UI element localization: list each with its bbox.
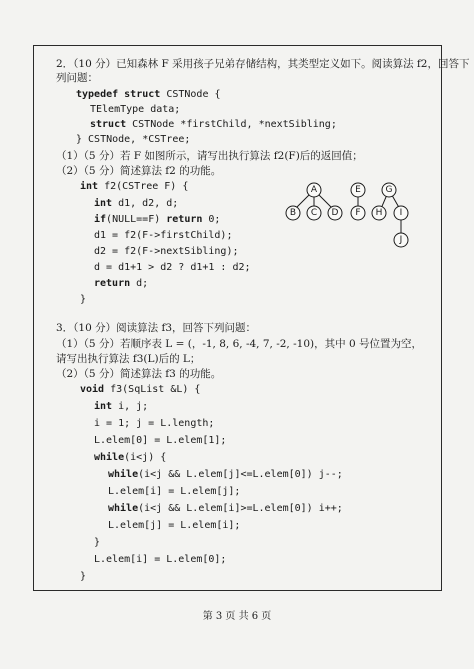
f3-line7: L.elem[i] = L.elem[j]; <box>108 486 241 497</box>
f3-line3: i = 1; j = L.length; <box>94 418 215 429</box>
q3-sub1-line2: 请写出执行算法 f3(L)后的 L； <box>56 353 201 365</box>
q2-field2-line <box>90 118 337 131</box>
code-keyword: struct <box>90 119 127 130</box>
code-text: (i<j && L.elem[i]>=L.elem[0]) i++; <box>138 503 343 514</box>
q3-sub2: （2）（5 分）简述算法 f3 的功能。 <box>56 368 222 380</box>
page-footer: 第 3 页 共 6 页 <box>202 611 272 622</box>
tree-node-a <box>307 183 321 197</box>
code-text: f2(CSTree F) { <box>98 181 189 192</box>
svg-text:J: J <box>399 235 403 245</box>
svg-text:I: I <box>399 208 403 218</box>
tree-node-c <box>307 206 321 220</box>
tree-node-d <box>328 206 342 220</box>
svg-text:G: G <box>385 185 393 195</box>
q3-sub1-line1 <box>56 338 422 351</box>
q2-sub1: （1）（5 分）若 F 如图所示，请写出执行算法 f2(F)后的返回值； <box>56 150 363 162</box>
code-keyword: if <box>94 214 107 225</box>
tree-node-i <box>394 206 408 220</box>
f3-line8 <box>108 502 343 515</box>
code-text: i, j; <box>112 401 149 412</box>
f2-line6: d = d1+1 > d2 ? d1+1 : d2; <box>94 262 251 273</box>
f3-line1 <box>80 383 200 396</box>
f2-line3 <box>94 213 220 226</box>
forest-diagram <box>278 180 428 252</box>
code-text: (i<j && L.elem[j]<=L.elem[0]) j--; <box>138 469 343 480</box>
code-keyword: while <box>94 452 125 463</box>
f2-line4: d1 = f2(F->firstChild); <box>94 230 233 241</box>
tree-node-j <box>394 233 408 247</box>
svg-text:B: B <box>289 208 297 218</box>
f3-line2 <box>94 400 148 413</box>
code-text: (NULL==F) <box>106 214 167 225</box>
q3-sub1-values: ，-1, 8, 6, -4, 7, -2, -10)，其中 0 号位置为空， <box>191 338 422 350</box>
f2-close: } <box>80 294 87 305</box>
code-keyword: while <box>108 469 139 480</box>
code-text: f3(SqList &L) { <box>104 384 201 395</box>
code-text: 0; <box>202 214 221 225</box>
tree-node-g <box>382 183 396 197</box>
code-text: (i<j) { <box>124 452 167 463</box>
code-keyword: int <box>94 401 113 412</box>
q2-typedef-close: } CSTNode, *CSTree; <box>76 134 191 145</box>
code-text: d1, d2, d; <box>112 198 179 209</box>
tree-node-f <box>351 206 365 220</box>
code-text: d; <box>130 278 149 289</box>
f3-line9: L.elem[j] = L.elem[i]; <box>108 520 241 531</box>
code-keyword: void <box>80 384 105 395</box>
f2-line7 <box>94 277 148 290</box>
q3-intro: 3．（10 分）阅读算法 f3，回答下列问题： <box>56 322 257 334</box>
f2-line5: d2 = f2(F->nextSibling); <box>94 246 239 257</box>
code-text: CSTNode { <box>160 89 221 100</box>
svg-text:D: D <box>331 208 339 218</box>
code-keyword: int <box>80 181 99 192</box>
f3-line5 <box>94 451 166 464</box>
q2-sub2: （2）（5 分）简述算法 f2 的功能。 <box>56 165 222 177</box>
f2-line1 <box>80 180 188 193</box>
tree-node-h <box>372 206 386 220</box>
q2-field1-line: TElemType data; <box>90 104 181 115</box>
svg-text:C: C <box>310 208 318 218</box>
f3-line11: L.elem[i] = L.elem[0]; <box>94 554 227 565</box>
q2-intro-line1: 2．（10 分）已知森林 F 采用孩子兄弟存储结构，其类型定义如下。阅读算法 f2，回答下 <box>56 58 470 70</box>
tree-node-e <box>351 183 365 197</box>
f3-close: } <box>80 571 87 582</box>
tree-node-b <box>286 206 300 220</box>
svg-text:A: A <box>310 185 318 195</box>
q2-intro-line2: 列问题： <box>56 72 98 84</box>
q2-typedef-line <box>76 88 221 101</box>
code-keyword: int <box>94 198 113 209</box>
code-keyword: while <box>108 503 139 514</box>
q3-sub1-prefix: （1）（5 分）若顺序表 L = ( <box>56 338 192 350</box>
svg-text:E: E <box>355 185 361 195</box>
svg-text:F: F <box>355 208 361 218</box>
f3-line6 <box>108 468 343 481</box>
code-keyword: typedef struct <box>76 89 161 100</box>
svg-text:H: H <box>375 208 383 218</box>
f2-line2 <box>94 197 178 210</box>
code-keyword: return <box>166 214 203 225</box>
f3-line10: } <box>94 537 101 548</box>
code-text: CSTNode *firstChild, *nextSibling; <box>126 119 337 130</box>
f3-line4: L.elem[0] = L.elem[1]; <box>94 435 227 446</box>
code-keyword: return <box>94 278 131 289</box>
